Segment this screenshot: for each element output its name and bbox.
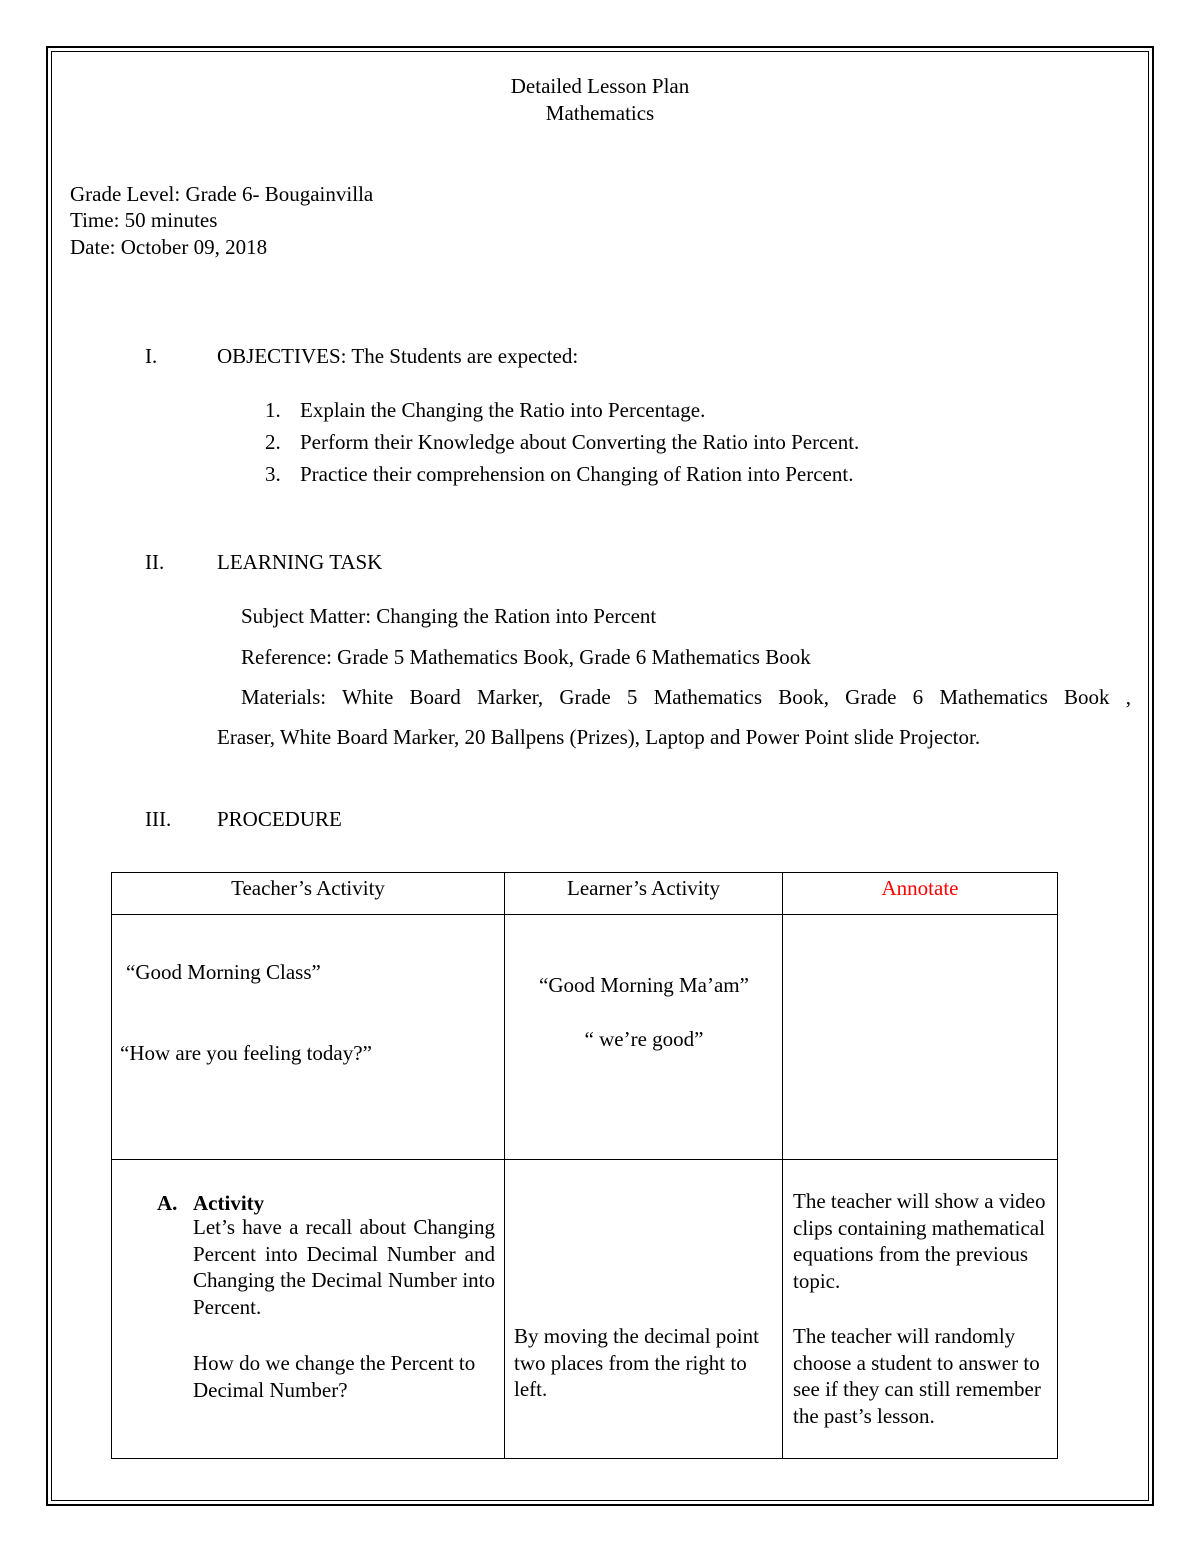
learner-cell [505, 915, 783, 1160]
objectives-numeral: I. [145, 344, 158, 368]
annotate-cell [783, 1160, 1058, 1459]
col-header-learner: Learner’s Activity [505, 873, 783, 915]
objective-item: Practice their comprehension on Changing of Ration into Percent. [300, 462, 854, 486]
objective-num: 3. [265, 462, 281, 486]
table-row [112, 915, 1058, 1160]
section-title: Activity [193, 1191, 265, 1215]
teacher-cell [112, 1160, 505, 1459]
teacher-greeting: “Good Morning Class” [126, 960, 321, 984]
grade-level: Grade Level: Grade 6- Bougainvilla [70, 182, 374, 206]
objective-item: Perform their Knowledge about Converting the Ratio into Percent. [300, 430, 860, 454]
table-row [112, 1160, 1058, 1459]
materials-line-2: Eraser, White Board Marker, 20 Ballpens (Prizes), Laptop and Power Point slide Projector. [217, 725, 981, 749]
procedure-numeral: III. [145, 807, 172, 831]
col-header-annotate: Annotate [783, 873, 1058, 915]
section-label: A. [157, 1191, 178, 1215]
teacher-cell [112, 915, 505, 1160]
objectives-heading: OBJECTIVES: The Students are expected: [217, 344, 579, 368]
reference: Reference: Grade 5 Mathematics Book, Grade 6 Mathematics Book [241, 645, 811, 669]
objective-num: 1. [265, 398, 281, 422]
objective-num: 2. [265, 430, 281, 454]
doc-title: Detailed Lesson Plan [510, 74, 690, 98]
procedure-table [111, 872, 1058, 1459]
teacher-question-text: How do we change the Percent to Decimal Number? [193, 1351, 476, 1402]
subject-matter: Subject Matter: Changing the Ration into Percent [241, 604, 657, 628]
table-header-row [112, 873, 1058, 915]
annotate-text: The teacher will show a video clips containing mathematical equations from the previous topic. [793, 1189, 1046, 1293]
doc-subject: Mathematics [545, 101, 655, 125]
procedure-heading: PROCEDURE [217, 807, 342, 831]
col-header-teacher: Teacher’s Activity [112, 873, 505, 915]
date: Date: October 09, 2018 [70, 235, 268, 259]
objective-item: Explain the Changing the Ratio into Percentage. [300, 398, 706, 422]
learning-task-numeral: II. [145, 550, 165, 574]
annotate-text: The teacher will randomly choose a student to answer to see if they can still remember the past’s lesson. [793, 1324, 1041, 1428]
time: Time: 50 minutes [70, 208, 218, 232]
learner-answer: “ we’re good” [584, 1027, 704, 1051]
materials-line-1: Materials: White Board Marker, Grade 5 Mathematics Book, Grade 6 Mathematics Book , [241, 685, 1131, 709]
learning-task-heading: LEARNING TASK [217, 550, 383, 574]
annotate-cell [783, 915, 1058, 1160]
learner-answer-text: By moving the decimal point two places from the right to left. [514, 1324, 759, 1401]
learner-greeting: “Good Morning Ma’am” [539, 973, 749, 997]
teacher-recall-text: Let’s have a recall about Changing Percent into Decimal Number and Changing the Decimal Number into Percent. [193, 1215, 495, 1319]
teacher-question: “How are you feeling today?” [120, 1041, 372, 1065]
learner-cell [505, 1160, 783, 1459]
